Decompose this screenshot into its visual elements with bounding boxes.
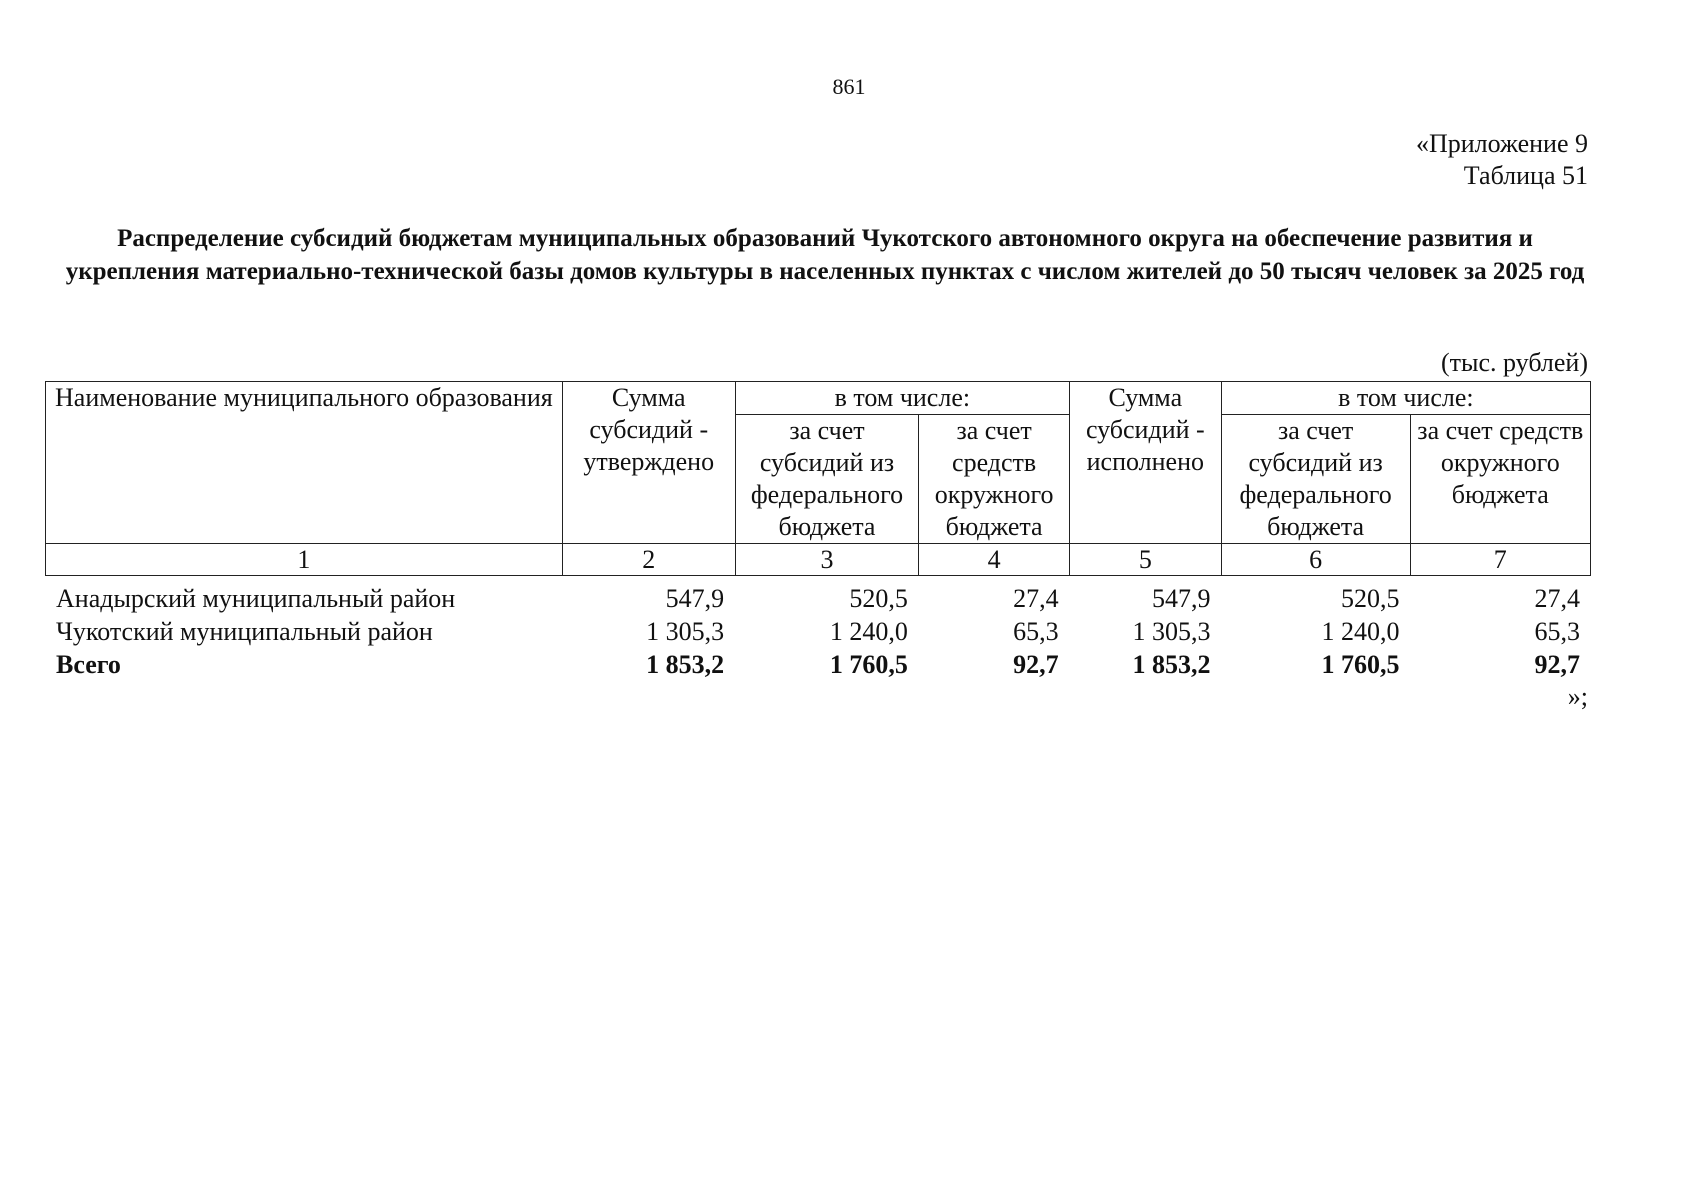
column-number: 7 xyxy=(1410,544,1590,576)
header-including-approved: в том числе: xyxy=(735,382,1069,415)
total-approved-federal: 1 760,5 xyxy=(829,650,908,679)
total-label: Всего xyxy=(56,650,121,679)
column-number: 2 xyxy=(562,544,735,576)
header-executed-federal: за счет субсидий из федерального бюджета xyxy=(1221,415,1410,544)
column-number-row xyxy=(46,544,1591,576)
table-row xyxy=(45,582,1591,615)
cell-approved-federal: 1 240,0 xyxy=(829,617,908,646)
table-header xyxy=(45,381,1591,576)
total-executed-federal: 1 760,5 xyxy=(1321,650,1400,679)
document-title: Распределение субсидий бюджетам муниципальных образований Чукотского автономного округа на обеспечение развития и укрепления материально-технической базы домов культуры в населенных пунктах с числом жителей до 50 тысяч человек за 2025 год xyxy=(65,225,1585,285)
column-number: 4 xyxy=(919,544,1070,576)
cell-executed-regional: 27,4 xyxy=(1534,584,1580,613)
page-number: 861 xyxy=(832,74,866,99)
cell-approved: 1 305,3 xyxy=(646,617,725,646)
cell-approved-regional: 65,3 xyxy=(1013,617,1059,646)
header-including-executed: в том числе: xyxy=(1221,382,1590,415)
column-number: 6 xyxy=(1221,544,1410,576)
units-label: (тыс. рублей) xyxy=(1440,348,1588,377)
total-executed: 1 853,2 xyxy=(1132,650,1211,679)
cell-approved: 547,9 xyxy=(665,584,725,613)
cell-approved-regional: 27,4 xyxy=(1013,584,1059,613)
total-approved-regional: 92,7 xyxy=(1013,650,1059,679)
closing-quote: »; xyxy=(1567,682,1588,711)
total-executed-regional: 92,7 xyxy=(1534,650,1580,679)
appendix-reference xyxy=(1416,128,1588,192)
appendix-label: «Приложение 9 xyxy=(1415,129,1588,158)
column-number: 3 xyxy=(735,544,919,576)
column-number: 1 xyxy=(46,544,563,576)
header-approved: Сумма субсидий - утверждено xyxy=(562,382,735,544)
total-row xyxy=(45,648,1591,681)
header-executed-regional: за счет средств окружного бюджета xyxy=(1410,415,1590,544)
table-body xyxy=(45,582,1591,681)
header-executed: Сумма субсидий - исполнено xyxy=(1069,382,1221,544)
cell-executed-federal: 520,5 xyxy=(1340,584,1400,613)
cell-executed: 547,9 xyxy=(1151,584,1211,613)
total-approved: 1 853,2 xyxy=(646,650,725,679)
header-approved-federal: за счет субсидий из федерального бюджета xyxy=(735,415,919,544)
cell-executed: 1 305,3 xyxy=(1132,617,1211,646)
table-number-label: Таблица 51 xyxy=(1463,161,1588,190)
column-number: 5 xyxy=(1069,544,1221,576)
header-name: Наименование муниципального образования xyxy=(46,382,563,544)
cell-approved-federal: 520,5 xyxy=(849,584,908,613)
header-approved-regional: за счет средств окружного бюджета xyxy=(919,415,1070,544)
row-name: Чукотский муниципальный район xyxy=(56,617,433,646)
cell-executed-regional: 65,3 xyxy=(1534,617,1580,646)
table-row xyxy=(45,615,1591,648)
row-name: Анадырский муниципальный район xyxy=(56,584,456,613)
cell-executed-federal: 1 240,0 xyxy=(1321,617,1400,646)
